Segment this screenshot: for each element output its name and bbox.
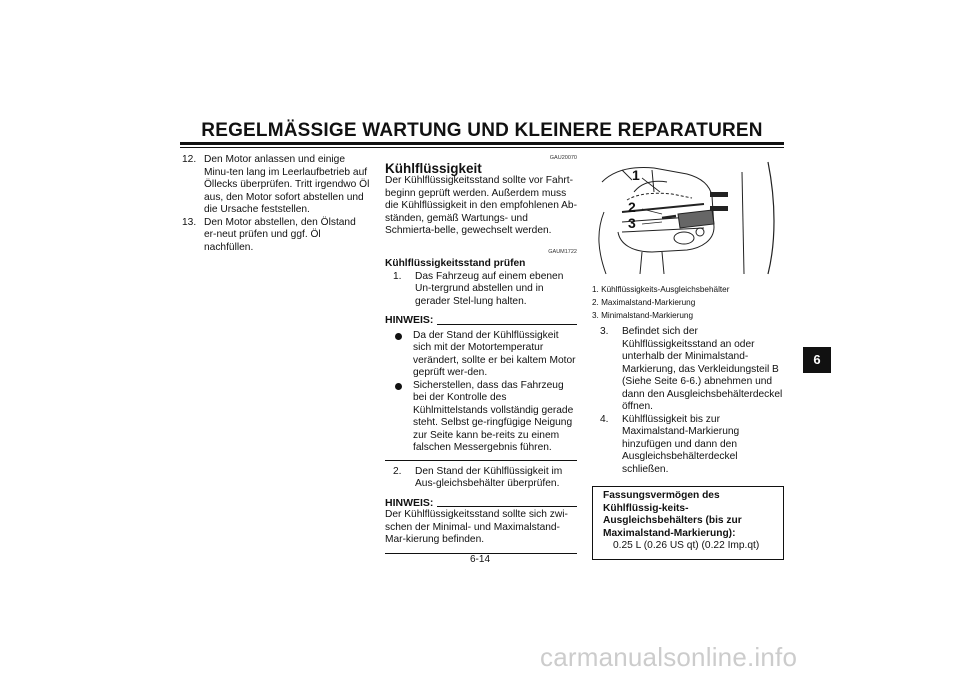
step-4 — [600, 414, 784, 477]
note-text: Der Kühlflüssigkeitsstand sollte sich zwi-schen der Minimal- und Maximalstand-Mar-kierung befinden. — [385, 509, 568, 545]
note-end-rule — [385, 460, 577, 461]
step-text: Den Motor abstellen, den Ölstand er-neut prüfen und ggf. Öl nachfüllen. — [204, 216, 356, 253]
capacity-title: Fassungsvermögen des Kühlflüssig-keits-Ausgleichsbehälters (bis zur Maximalstand-Markierung): — [603, 490, 742, 539]
note-bullet — [385, 380, 577, 455]
step-number: 13. — [182, 216, 197, 228]
capacity-box — [592, 486, 784, 560]
legend-item: 2. Maximalstand-Markierung — [592, 297, 696, 307]
step-number: 4. — [600, 413, 609, 425]
page-title: REGELMÄSSIGE WARTUNG UND KLEINERE REPARATUREN — [201, 120, 763, 141]
chapter-tab: 6 — [803, 347, 831, 373]
column-2 — [385, 152, 577, 554]
watermark: carmanualsonline.info — [540, 642, 798, 672]
subsection-title: Kühlflüssigkeitsstand prüfen — [385, 258, 526, 269]
callout-2: 2 — [628, 199, 636, 215]
bullet-icon — [395, 380, 405, 390]
reference-code: GAU20070 — [549, 155, 577, 161]
note-label: HINWEIS: — [385, 314, 434, 326]
note-bullet — [385, 330, 577, 380]
bullet-icon — [395, 330, 405, 340]
steps-3-4 — [592, 326, 784, 560]
figure-legend — [592, 284, 784, 322]
step-text: Den Stand der Kühlflüssigkeit im Aus-gleichsbehälter überprüfen. — [415, 465, 563, 489]
step-2 — [393, 466, 577, 491]
step-12 — [182, 154, 370, 217]
column-3 — [592, 152, 784, 560]
step-1 — [393, 271, 577, 309]
note-heading — [385, 497, 577, 510]
step-number: 3. — [600, 326, 609, 338]
coolant-reservoir-illustration — [592, 152, 784, 277]
section-title: Kühlflüssigkeit — [385, 160, 482, 176]
callout-3: 3 — [628, 215, 636, 231]
callout-1: 1 — [632, 167, 640, 183]
capacity-value: 0.25 L (0.26 US qt) (0.22 Imp.qt) — [613, 540, 760, 552]
step-text: Den Motor anlassen und einige Minu-ten lang im Leerlaufbetrieb auf Öllecks überprüfen. Tritt irgendwo Öl aus, den Motor sofort abstellen und die Ursache feststellen. — [204, 154, 370, 215]
legend-item: 1. Kühlflüssigkeits-Ausgleichsbehälter — [592, 285, 730, 294]
step-number: 2. — [393, 465, 402, 477]
legend-item: 3. Minimalstand-Markierung — [592, 310, 694, 320]
header-rule-thick — [180, 142, 784, 145]
step-text: Befindet sich der Kühlflüssigkeitsstand an oder unterhalb der Minimalstand-Markierung, das Verkleidungsteil B (Siehe Seite 6-6.) abnehmen und dann den Ausgleichsbehälterdeckel öffnen. — [622, 326, 783, 413]
column-1 — [182, 154, 370, 254]
step-13 — [182, 217, 370, 255]
step-3 — [600, 326, 784, 414]
bullet-text: Da der Stand der Kühlflüssigkeit sich mit der Motortemperatur verändert, sollte er bei kaltem Motor geprüft wer-den. — [413, 329, 576, 378]
page-number: 6-14 — [469, 554, 490, 565]
header-rule-thin — [180, 147, 784, 148]
note-label: HINWEIS: — [385, 496, 434, 509]
step-text: Kühlflüssigkeit bis zur Maximalstand-Markierung hinzufügen und dann den Ausgleichsbehälterdeckel schließen. — [622, 413, 740, 475]
bullet-text: Sicherstellen, dass das Fahrzeug bei der Kontrolle des Kühlmittelstands vollständig gerade steht. Selbst ge-ringfügige Neigung zur Seite kann be-reits zu einem falschen Messergebnis führen. — [413, 379, 574, 453]
section-intro: Der Kühlflüssigkeitsstand sollte vor Fahrt-beginn geprüft werden. Außerdem muss die Kühlflüssigkeit in den empfohlenen Ab-ständen, gemäß Wartungs- und Schmierta-belle, gewechselt werden. — [385, 175, 577, 236]
step-text: Das Fahrzeug auf einem ebenen Un-tergrund abstellen und in gerader Stel-lung halten. — [415, 270, 564, 307]
step-number: 1. — [393, 270, 402, 282]
step-number: 12. — [182, 154, 197, 165]
note-heading — [385, 314, 577, 327]
reference-code: GAUM1722 — [548, 248, 577, 255]
